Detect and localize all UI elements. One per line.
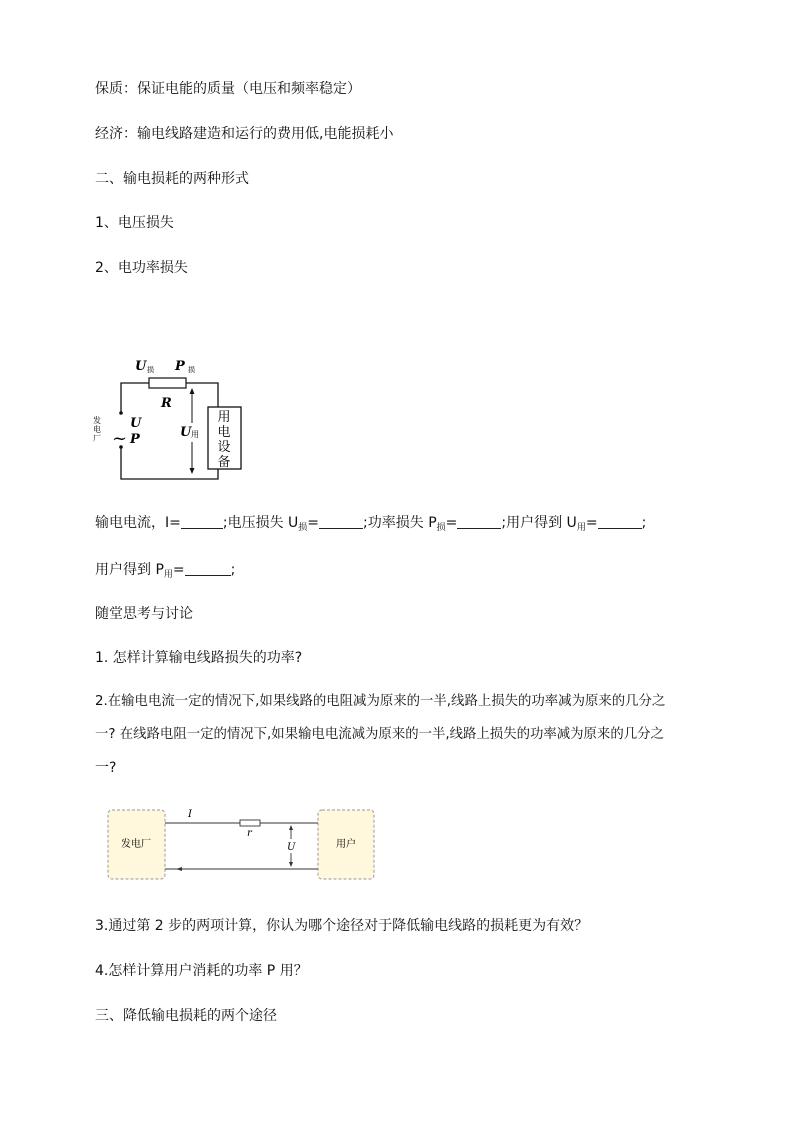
sub-loss-2: 损	[436, 523, 446, 533]
resistance-r-label: r	[247, 828, 252, 839]
u-user-label: U	[180, 425, 192, 440]
p-loss-label: P	[175, 359, 185, 374]
user-power-text: 用户得到 P	[95, 562, 164, 578]
sub-loss-1: 损	[298, 523, 308, 533]
current-text: 输电电流，I=	[95, 515, 181, 531]
device-char-1: 用	[217, 410, 231, 425]
device-char-4: 备	[217, 455, 231, 470]
discussion-heading: 随堂思考与讨论	[95, 606, 193, 622]
question-3: 3.通过第 2 步的两项计算，你认为哪个途径对于降低输电线路的损耗更为有效？	[95, 918, 589, 934]
equals-1: =	[307, 515, 320, 531]
circuit-diagram-2	[100, 800, 390, 890]
arrowhead-down	[190, 468, 195, 474]
equals-3: =	[585, 515, 598, 531]
user-label: 用户	[336, 839, 356, 850]
gen-p-label: P	[130, 432, 140, 447]
fill-line-2	[95, 560, 235, 585]
u-arrowhead-up	[289, 825, 293, 830]
sub-use-2: 用	[163, 570, 173, 580]
text-line-quality: 保质：保证电能的质量（电压和频率稳定）	[95, 81, 361, 97]
blank-power-loss[interactable]	[457, 514, 501, 529]
u-loss-sub: 损	[147, 366, 154, 374]
section-heading-3: 三、降低输电损耗的两个途径	[95, 1008, 277, 1024]
question-2-line-1: 2.在输电电流一定的情况下,如果线路的电阻减为原来的一半,线路上损失的功率减为原来的几分之	[95, 694, 666, 709]
blank-current[interactable]	[181, 514, 223, 529]
blank-user-power[interactable]	[185, 561, 231, 576]
question-4: 4.怎样计算用户消耗的功率 P 用？	[95, 963, 308, 979]
fill-line-1	[95, 513, 646, 538]
semicolon-1: ;	[641, 515, 647, 531]
text-line-voltage-loss: 1、电压损失	[95, 215, 174, 231]
arrowhead-up	[190, 388, 195, 394]
blank-voltage-loss[interactable]	[319, 514, 363, 529]
device-char-2: 电	[217, 425, 231, 440]
question-2-line-2: 一? 在线路电阻一定的情况下,如果输电电流减为原来的一半,线路上损失的功率减为原来的几分之	[95, 727, 664, 742]
current-i-label: I	[188, 809, 192, 820]
voltage-u-label: U	[287, 842, 296, 853]
generator-char-2: 电	[93, 425, 101, 434]
resistor-r-small	[240, 820, 260, 826]
u-loss-label: U	[135, 359, 147, 374]
blank-user-voltage[interactable]	[598, 514, 642, 529]
equals-4: =	[172, 562, 185, 578]
voltage-loss-text: ;电压损失 U	[222, 515, 299, 531]
generator-char-3: 厂	[93, 434, 101, 443]
u-user-sub: 用	[191, 430, 199, 439]
sub-use-1: 用	[576, 523, 586, 533]
text-line-power-loss: 2、电功率损失	[95, 260, 188, 276]
user-voltage-text: ;用户得到 U	[501, 515, 577, 531]
bottom-arrow	[176, 867, 182, 871]
generator-char-1: 发	[93, 416, 101, 425]
text-line-economy: 经济：输电线路建造和运行的费用低,电能损耗小	[95, 126, 394, 142]
question-2-line-3: 一?	[95, 760, 117, 776]
r-label: R	[161, 396, 172, 411]
power-loss-text: ;功率损失 P	[363, 515, 437, 531]
section-heading-2: 二、输电损耗的两种形式	[95, 171, 249, 187]
resistor-r	[149, 378, 186, 388]
p-loss-sub: 损	[188, 366, 195, 374]
power-plant-label: 发电厂	[121, 839, 151, 850]
terminal-top	[119, 411, 123, 415]
semicolon-2: ;	[230, 562, 236, 578]
circuit-diagram-1	[90, 350, 270, 490]
question-1: 1. 怎样计算输电线路损失的功率?	[95, 650, 303, 666]
u-arrowhead-down	[289, 862, 293, 867]
device-char-3: 设	[217, 440, 231, 455]
equals-2: =	[445, 515, 458, 531]
gen-tilde: ~	[112, 428, 128, 449]
bottom-wire	[121, 447, 218, 479]
gen-u-label: U	[130, 416, 142, 431]
